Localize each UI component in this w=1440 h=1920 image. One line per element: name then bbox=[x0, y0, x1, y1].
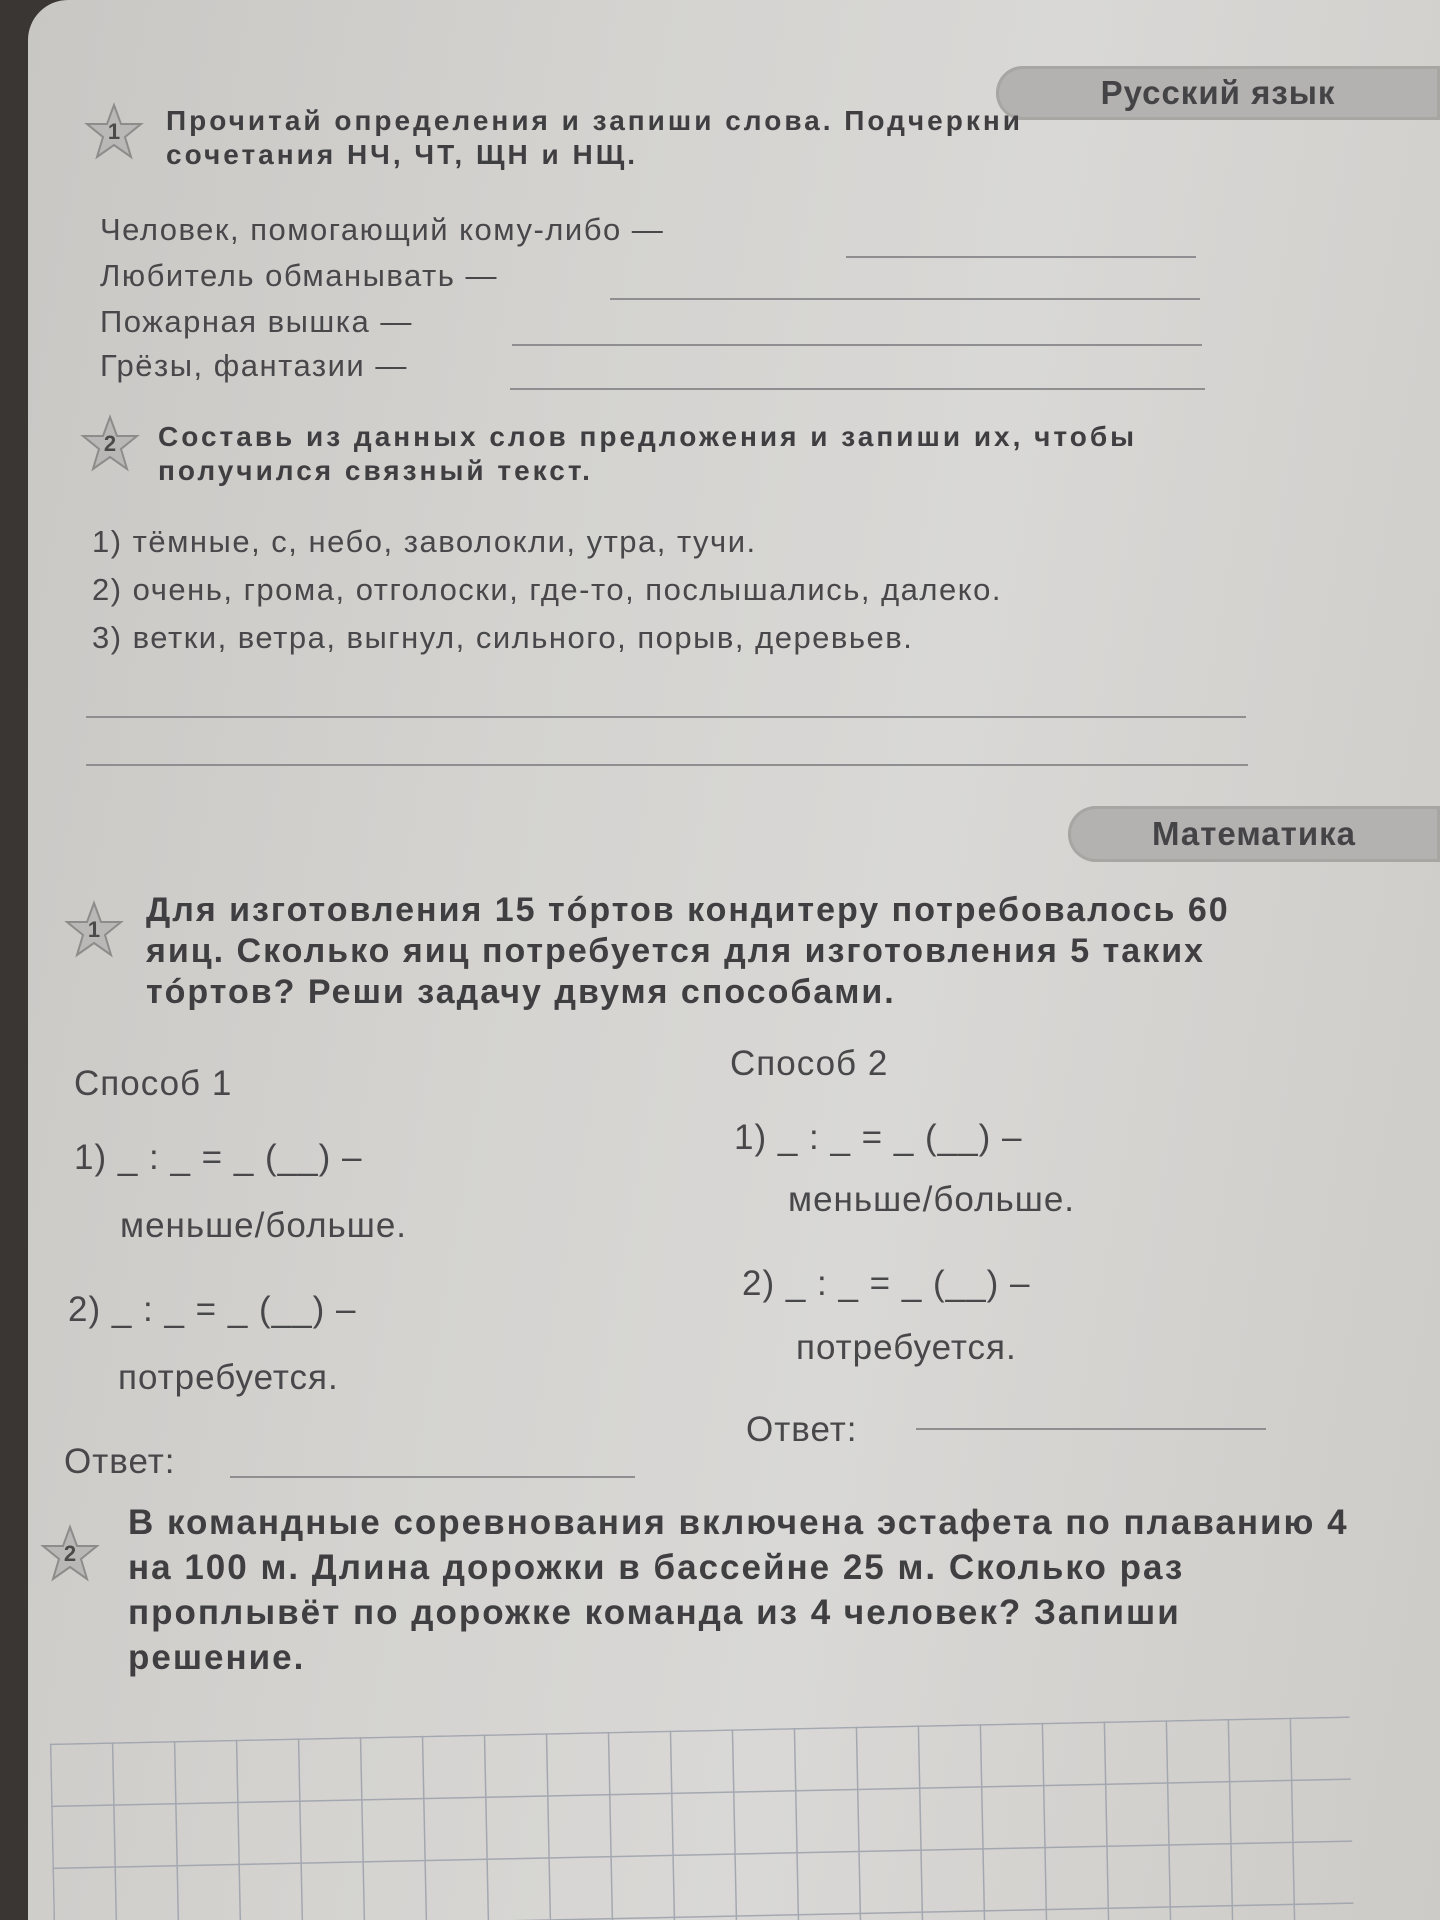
definition-line: Грёзы, фантазии — bbox=[100, 348, 408, 383]
method2-step1: 1) _ : _ = _ (__) – bbox=[734, 1118, 1023, 1157]
squared-grid-area[interactable] bbox=[50, 1716, 1354, 1920]
answer-line[interactable] bbox=[510, 388, 1205, 390]
writing-line[interactable] bbox=[86, 764, 1248, 766]
method1-step1: 1) _ : _ = _ (__) – bbox=[74, 1138, 363, 1177]
definition-line: Любитель обманывать — bbox=[100, 258, 498, 293]
method2-step1-tail: меньше/больше. bbox=[788, 1180, 1076, 1219]
task-star-icon: 1 bbox=[64, 900, 124, 960]
definition-line: Человек, помогающий кому-либо — bbox=[100, 212, 665, 247]
method1-step2-tail: потребуется. bbox=[118, 1358, 339, 1397]
math-task2-problem: В командные соревнования включена эстафета по плаванию 4 на 100 м. Длина дорожки в бассейне 25 м. Сколько раз проплывёт по дорожке команда из 4 человек? Запиши решение. bbox=[128, 1503, 1349, 1677]
method1-answer-label: Ответ: bbox=[64, 1442, 176, 1481]
method2-step2: 2) _ : _ = _ (__) – bbox=[742, 1264, 1031, 1303]
writing-line[interactable] bbox=[86, 716, 1246, 718]
task-star-icon: 2 bbox=[80, 414, 140, 474]
section-title-math: Математика bbox=[1152, 815, 1356, 852]
task-star-icon: 2 bbox=[40, 1524, 100, 1584]
method1-step2: 2) _ : _ = _ (__) – bbox=[68, 1290, 357, 1329]
definition-line: Пожарная вышка — bbox=[100, 304, 413, 339]
word-list-item: 2) очень, грома, отголоски, где-то, послышались, далеко. bbox=[92, 572, 1003, 607]
word-list-item: 1) тёмные, с, небо, заволокли, утра, тучи. bbox=[92, 524, 757, 559]
workbook-page bbox=[28, 0, 1440, 1920]
task-star-icon: 1 bbox=[84, 102, 144, 162]
method2-title: Способ 2 bbox=[730, 1044, 889, 1083]
russian-task2-instruction: Составь из данных слов предложения и запиши их, чтобы получился связный текст. bbox=[158, 421, 1138, 486]
section-title-russian: Русский язык bbox=[1100, 74, 1336, 111]
section-tab-math bbox=[1068, 806, 1440, 862]
math-task1-problem: Для изготовления 15 тóртов кондитеру потребовалось 60 яиц. Сколько яиц потребуется для изготовления 5 таких тóртов? Реши задачу двумя способами. bbox=[146, 891, 1230, 1011]
method1-answer-line[interactable] bbox=[230, 1476, 635, 1478]
answer-line[interactable] bbox=[846, 256, 1196, 258]
answer-line[interactable] bbox=[610, 298, 1200, 300]
method2-answer-line[interactable] bbox=[916, 1428, 1266, 1430]
answer-line[interactable] bbox=[512, 344, 1202, 346]
russian-task1-instruction: Прочитай определения и запиши слова. Подчеркни сочетания НЧ, ЧТ, ЩН и НЩ. bbox=[166, 105, 1023, 170]
method2-answer-label: Ответ: bbox=[746, 1410, 858, 1449]
method2-step2-tail: потребуется. bbox=[796, 1328, 1017, 1367]
word-list-item: 3) ветки, ветра, выгнул, сильного, порыв, деревьев. bbox=[92, 620, 914, 655]
method1-title: Способ 1 bbox=[74, 1064, 233, 1103]
method1-step1-tail: меньше/больше. bbox=[120, 1206, 408, 1245]
